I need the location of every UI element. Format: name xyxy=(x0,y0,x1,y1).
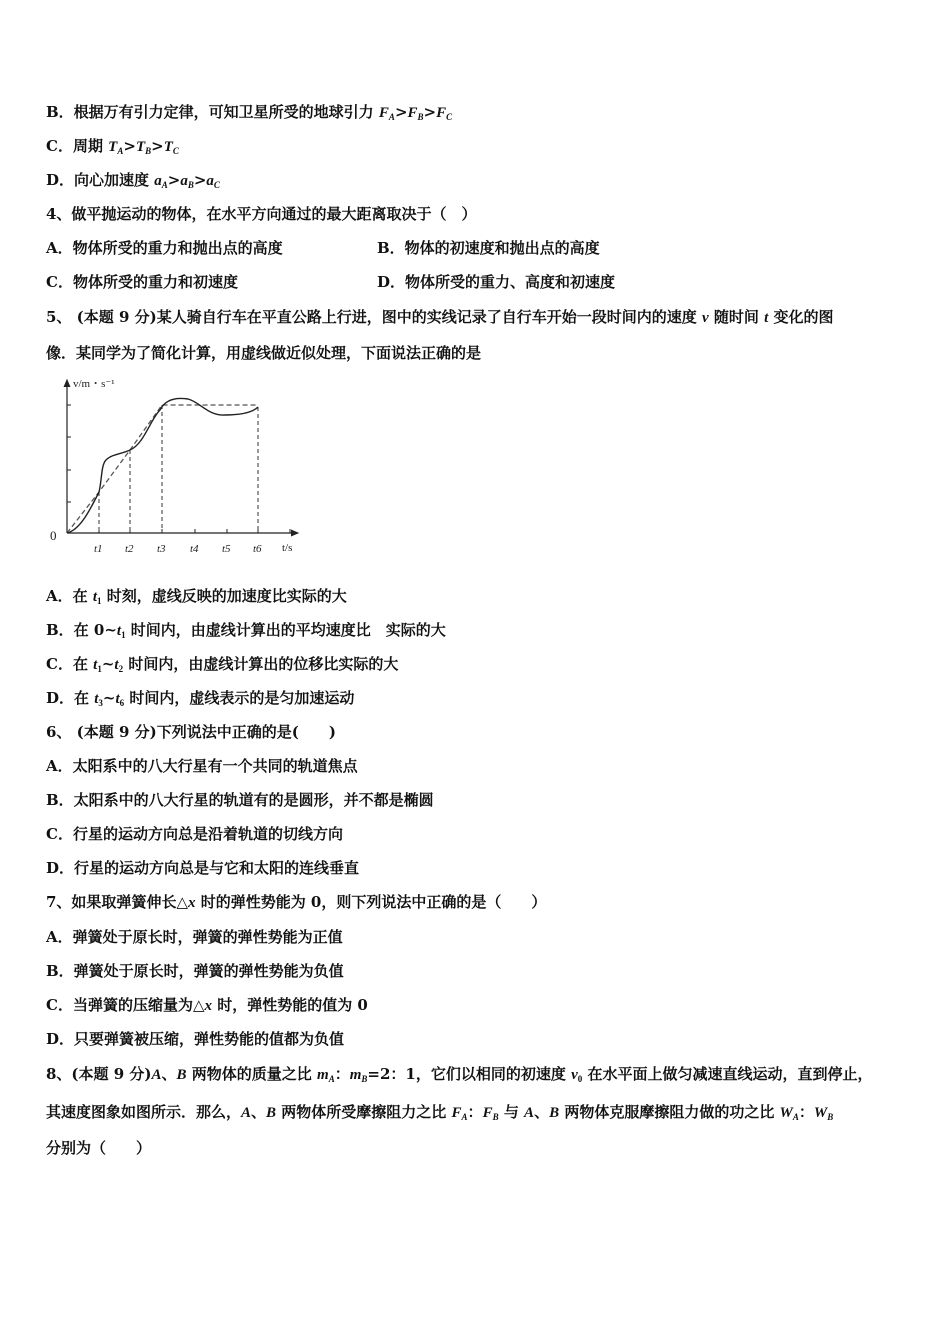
tick-t3: t3 xyxy=(157,543,166,555)
math-symbol: F xyxy=(436,105,447,121)
math-symbol: a xyxy=(180,173,188,189)
text-segment: ： xyxy=(334,1065,350,1083)
text-segment: A．物体所受的重力和抛出点的高度 xyxy=(46,239,283,257)
math-symbol: F xyxy=(451,1105,462,1121)
math-subscript: C xyxy=(172,146,179,156)
text-segment: 随时间 xyxy=(708,308,765,326)
q4-option-b xyxy=(377,238,600,258)
text-segment: 两物体克服摩擦阻力做的功之比 xyxy=(559,1103,780,1121)
q6-option-d xyxy=(46,858,359,878)
math-subscript: B xyxy=(492,1112,499,1122)
text-segment: C．物体所受的重力和初速度 xyxy=(46,273,238,291)
math-subscript: 1 xyxy=(121,630,126,640)
tick-t6: t6 xyxy=(253,543,262,555)
text-segment: > xyxy=(394,103,408,121)
q7-option-b xyxy=(46,961,344,981)
math-symbol: t xyxy=(114,657,119,673)
text-segment: > xyxy=(423,103,437,121)
q3-option-d xyxy=(46,170,220,195)
math-subscript: B xyxy=(827,1112,834,1122)
text-segment: B．在 0~ xyxy=(46,621,117,639)
q5-option-a xyxy=(46,586,347,611)
text-segment: 时的弹性势能为 0，则下列说法中正确的是（ ） xyxy=(195,893,547,911)
math-subscript: 1 xyxy=(97,596,102,606)
text-segment: 变化的图 xyxy=(768,308,834,326)
dashed-guides xyxy=(99,405,258,533)
text-segment: 、 xyxy=(161,1065,177,1083)
math-symbol: t xyxy=(764,310,769,326)
text-segment: B．弹簧处于原长时，弹簧的弹性势能为负值 xyxy=(46,962,344,980)
q4-option-c xyxy=(46,272,238,292)
math-symbol: A xyxy=(151,1067,162,1083)
text-segment: D．物体所受的重力、高度和初速度 xyxy=(377,273,616,291)
math-symbol: W xyxy=(813,1105,828,1121)
math-symbol: t xyxy=(115,691,120,707)
q6-stem xyxy=(46,722,336,742)
q5-option-b xyxy=(46,620,446,645)
q3-option-b xyxy=(46,102,452,127)
text-segment: C．当弹簧的压缩量为△ xyxy=(46,996,205,1014)
text-segment: B．太阳系中的八大行星的轨道有的是圆形，并不都是椭圆 xyxy=(46,791,434,809)
q6-option-c xyxy=(46,824,343,844)
text-segment: ： xyxy=(798,1103,814,1121)
text-segment: 、 xyxy=(534,1103,550,1121)
tick-t4: t4 xyxy=(190,543,199,555)
math-symbol: A xyxy=(524,1105,535,1121)
math-symbol: F xyxy=(407,105,418,121)
text-segment: 时，弹性势能的值为 0 xyxy=(211,996,368,1014)
math-symbol: t xyxy=(94,691,99,707)
q6-option-b xyxy=(46,790,434,810)
math-symbol: F xyxy=(482,1105,493,1121)
text-segment: =2：1，它们以相同的初速度 xyxy=(367,1065,572,1083)
math-symbol: F xyxy=(378,105,389,121)
text-segment: D．向心加速度 xyxy=(46,171,155,189)
text-segment: 、 xyxy=(251,1103,267,1121)
q7-option-a xyxy=(46,927,343,947)
math-subscript: A xyxy=(792,1112,799,1122)
math-subscript: 1 xyxy=(97,664,102,674)
text-segment: ~ xyxy=(102,689,116,707)
q8-stem-line3 xyxy=(46,1138,151,1158)
q4-option-d xyxy=(377,272,615,292)
text-segment: 与 xyxy=(498,1103,525,1121)
q7-stem xyxy=(46,892,546,913)
math-symbol: B xyxy=(549,1105,560,1121)
text-segment: A．在 xyxy=(46,587,93,605)
q4-option-a xyxy=(46,238,283,258)
text-segment: 时间内，由虚线计算出的平均速度比 实际的大 xyxy=(125,621,446,639)
text-segment: C．周期 xyxy=(46,137,109,155)
text-segment: 4、做平抛运动的物体，在水平方向通过的最大距离取决于（ ） xyxy=(46,205,477,223)
text-segment: 5、 (本题 9 分)某人骑自行车在平直公路上行进，图中的实线记录了自行车开始一段时间内的速度 xyxy=(46,308,702,326)
math-symbol: a xyxy=(154,173,162,189)
tick-t2: t2 xyxy=(125,543,134,555)
text-segment: 两物体所受摩擦阻力之比 xyxy=(276,1103,452,1121)
q5-option-d xyxy=(46,688,354,713)
math-subscript: A xyxy=(328,1074,335,1084)
text-segment: 时刻，虚线反映的加速度比实际的大 xyxy=(101,587,347,605)
text-segment: 时间内，由虚线计算出的位移比实际的大 xyxy=(123,655,399,673)
math-symbol: x xyxy=(187,895,196,911)
text-segment: A．弹簧处于原长时，弹簧的弹性势能为正值 xyxy=(46,928,343,946)
math-symbol: v xyxy=(571,1067,578,1083)
math-symbol: T xyxy=(163,139,173,155)
math-subscript: B xyxy=(417,112,424,122)
text-segment: A．太阳系中的八大行星有一个共同的轨道焦点 xyxy=(46,757,358,775)
math-symbol: m xyxy=(317,1067,329,1083)
velocity-time-graph xyxy=(40,370,310,560)
text-segment: B．物体的初速度和抛出点的高度 xyxy=(377,239,600,257)
math-subscript: A xyxy=(161,180,168,190)
q5-stem-line2 xyxy=(46,343,481,363)
q3-option-c xyxy=(46,136,179,161)
math-subscript: 0 xyxy=(577,1074,583,1084)
math-symbol: B xyxy=(176,1067,187,1083)
y-axis-label: v/m・s⁻¹ xyxy=(73,378,115,390)
axis-ticks xyxy=(67,405,290,533)
math-symbol: t xyxy=(93,657,98,673)
q4-stem xyxy=(46,204,476,224)
text-segment: 两物体的质量之比 xyxy=(186,1065,318,1083)
tick-t1: t1 xyxy=(94,543,103,555)
text-segment: 分别为（ ） xyxy=(46,1139,152,1157)
math-symbol: T xyxy=(135,139,146,155)
text-segment: > xyxy=(193,171,207,189)
math-symbol: W xyxy=(779,1105,793,1121)
math-subscript: 6 xyxy=(119,698,125,708)
math-subscript: A xyxy=(388,112,395,122)
text-segment: C．行星的运动方向总是沿着轨道的切线方向 xyxy=(46,825,343,843)
math-subscript: A xyxy=(117,146,124,156)
math-symbol: t xyxy=(92,589,98,605)
text-segment: 时间内，虚线表示的是匀加速运动 xyxy=(124,689,355,707)
text-segment: D．只要弹簧被压缩，弹性势能的值都为负值 xyxy=(46,1030,345,1048)
q5-stem-line1 xyxy=(46,307,834,328)
text-segment: ~ xyxy=(101,655,115,673)
x-axis-label: t/s xyxy=(282,542,293,554)
text-segment: D．行星的运动方向总是与它和太阳的连线垂直 xyxy=(46,859,360,877)
q7-option-c xyxy=(46,995,368,1016)
text-segment: 7、如果取弹簧伸长△ xyxy=(46,893,188,911)
math-symbol: t xyxy=(116,623,122,639)
math-symbol: A xyxy=(241,1105,252,1121)
math-symbol: v xyxy=(701,310,709,326)
math-symbol: T xyxy=(108,139,118,155)
text-segment: > xyxy=(167,171,181,189)
math-subscript: C xyxy=(213,180,220,190)
math-symbol: x xyxy=(204,998,212,1014)
math-symbol: B xyxy=(266,1105,277,1121)
text-segment: C．在 xyxy=(46,655,94,673)
text-segment: 在水平面上做匀减速直线运动，直到停止， xyxy=(582,1065,873,1083)
text-segment: 像．某同学为了简化计算，用虚线做近似处理，下面说法正确的是 xyxy=(46,344,482,362)
math-symbol: m xyxy=(349,1067,362,1083)
text-segment: 8、(本题 9 分) xyxy=(46,1065,152,1083)
q7-option-d xyxy=(46,1029,344,1049)
text-segment: B．根据万有引力定律，可知卫星所受的地球引力 xyxy=(46,103,379,121)
math-subscript: 2 xyxy=(118,664,124,674)
math-subscript: B xyxy=(187,180,194,190)
q8-stem-line2 xyxy=(46,1102,833,1127)
tick-t5: t5 xyxy=(222,543,231,555)
math-subscript: B xyxy=(145,146,152,156)
text-segment: ： xyxy=(467,1103,483,1121)
text-segment: D．在 xyxy=(46,689,95,707)
origin-label: 0 xyxy=(50,528,57,543)
q5-option-c xyxy=(46,654,398,679)
q6-option-a xyxy=(46,756,358,776)
math-subscript: 3 xyxy=(98,698,103,708)
text-segment: 其速度图象如图所示．那么， xyxy=(46,1103,242,1121)
math-symbol: a xyxy=(206,173,214,189)
q8-stem-line1 xyxy=(46,1064,872,1089)
math-subscript: B xyxy=(361,1074,368,1084)
math-subscript: A xyxy=(461,1112,468,1122)
math-subscript: C xyxy=(446,112,453,122)
text-segment: > xyxy=(123,137,136,155)
text-segment: > xyxy=(151,137,164,155)
text-segment: 6、 (本题 9 分)下列说法中正确的是( ) xyxy=(46,723,336,741)
